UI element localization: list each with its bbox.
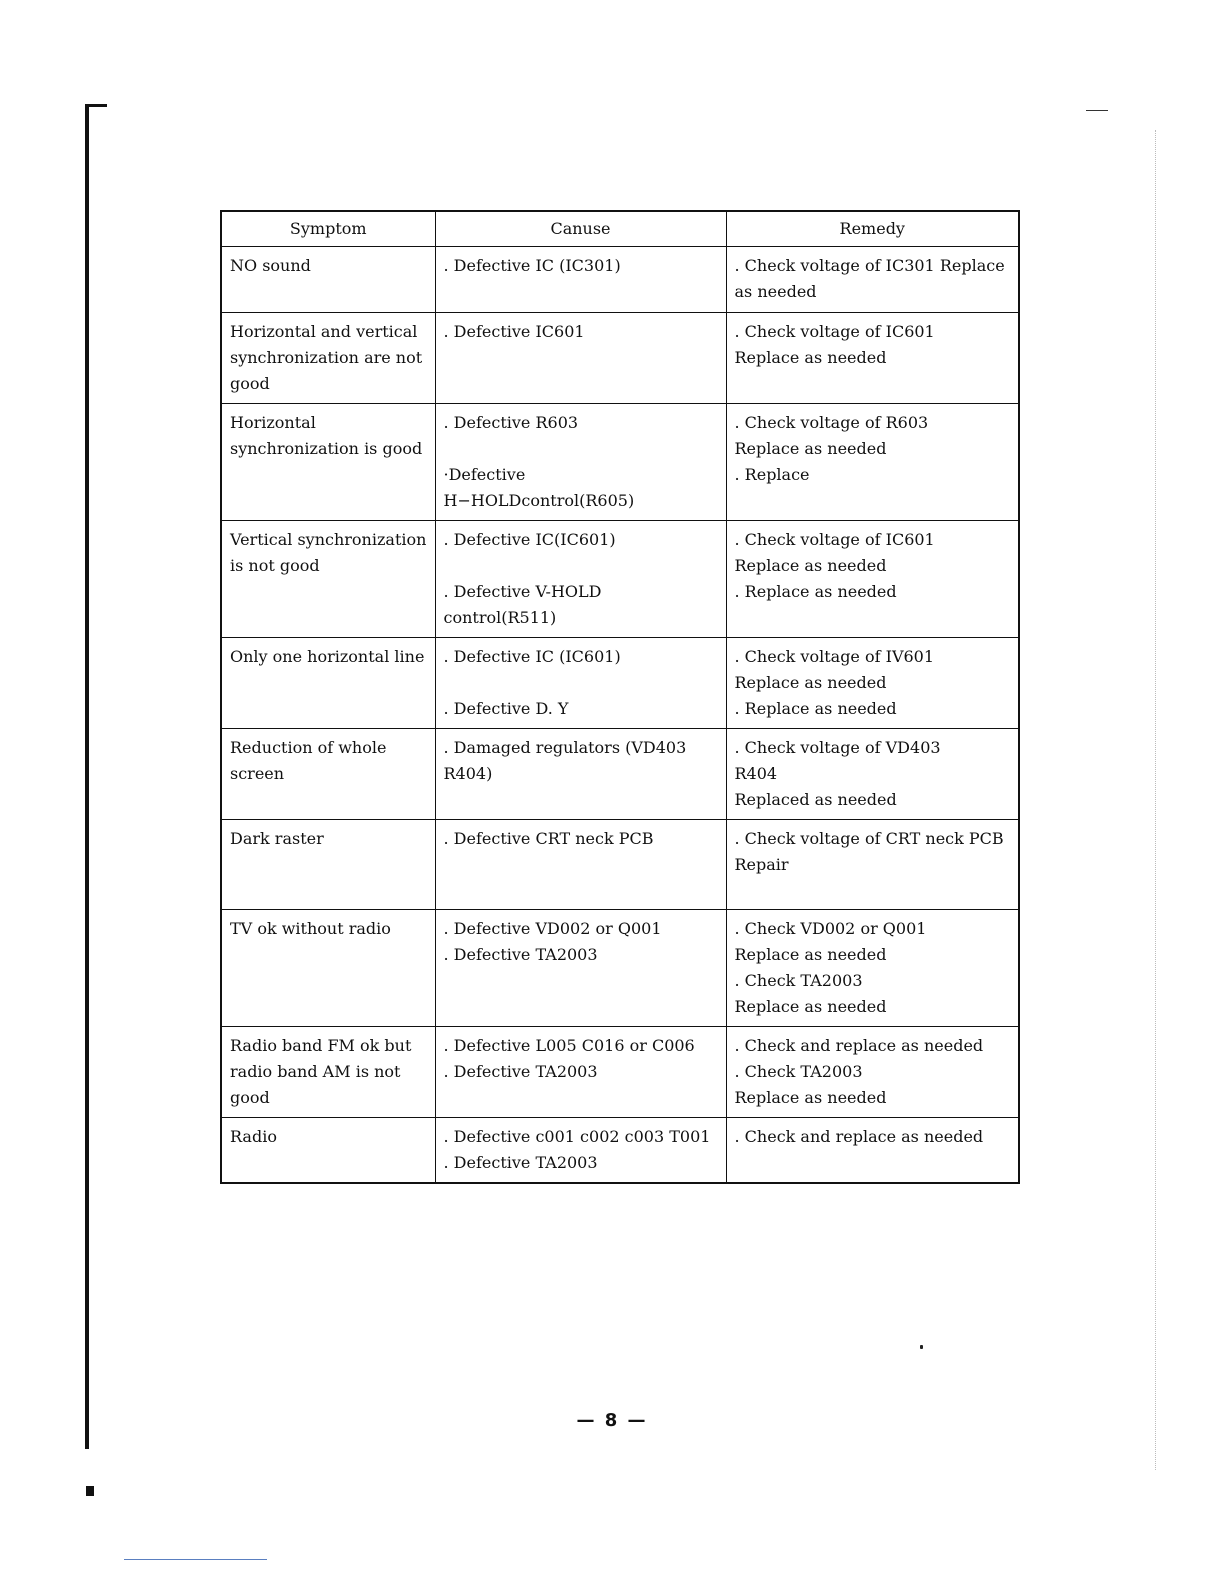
- cause-cell: . Defective IC (IC301): [435, 247, 726, 313]
- table-row: [221, 521, 1019, 638]
- troubleshooting-table: [220, 210, 1020, 1184]
- cause-cell: . Defective L005 C016 or C006 . Defective TA2003: [435, 1027, 726, 1118]
- table-row: [221, 638, 1019, 729]
- remedy-cell: . Check voltage of IV601 Replace as needed . Replace as needed: [726, 638, 1019, 729]
- table-row: [221, 910, 1019, 1027]
- symptom-header: Symptom: [221, 211, 435, 247]
- right-margin-dash: [1086, 110, 1108, 111]
- cause-cell: . Defective IC601: [435, 313, 726, 404]
- cause-header: Canuse: [435, 211, 726, 247]
- cause-cell: . Defective c001 c002 c003 T001 . Defective TA2003: [435, 1118, 726, 1184]
- cause-cell: . Defective VD002 or Q001 . Defective TA2003: [435, 910, 726, 1027]
- remedy-cell: . Check voltage of IC601 Replace as needed . Replace as needed: [726, 521, 1019, 638]
- cause-cell: . Defective IC (IC601) . Defective D. Y: [435, 638, 726, 729]
- table-row: [221, 404, 1019, 521]
- symptom-cell: Reduction of whole screen: [221, 729, 435, 820]
- remedy-cell: . Check and replace as needed . Check TA2003 Replace as needed: [726, 1027, 1019, 1118]
- remedy-header: Remedy: [726, 211, 1019, 247]
- table-row: [221, 1118, 1019, 1184]
- cause-cell: . Defective CRT neck PCB: [435, 820, 726, 910]
- remedy-cell: . Check voltage of R603 Replace as needed . Replace: [726, 404, 1019, 521]
- right-margin-dotted-rule: [1155, 130, 1156, 1470]
- bottom-underline: [124, 1559, 267, 1560]
- symptom-cell: Vertical synchronization is not good: [221, 521, 435, 638]
- remedy-cell: . Check voltage of IC301 Replace as needed: [726, 247, 1019, 313]
- remedy-cell: . Check voltage of IC601 Replace as needed: [726, 313, 1019, 404]
- symptom-cell: Horizontal and vertical synchronization are not good: [221, 313, 435, 404]
- scan-mark: [86, 1486, 94, 1496]
- symptom-cell: Radio band FM ok but radio band AM is not good: [221, 1027, 435, 1118]
- symptom-cell: Dark raster: [221, 820, 435, 910]
- table-row: [221, 313, 1019, 404]
- scan-speck: [920, 1345, 923, 1349]
- cause-cell: . Defective R603 ·Defective H−HOLDcontrol(R605): [435, 404, 726, 521]
- table-row: [221, 1027, 1019, 1118]
- table-row: [221, 820, 1019, 910]
- left-margin-rule: [85, 104, 89, 1449]
- cause-cell: . Damaged regulators (VD403 R404): [435, 729, 726, 820]
- remedy-cell: . Check voltage of CRT neck PCB Repair: [726, 820, 1019, 910]
- table-row: [221, 729, 1019, 820]
- table-header-row: [221, 211, 1019, 247]
- symptom-cell: TV ok without radio: [221, 910, 435, 1027]
- symptom-cell: NO sound: [221, 247, 435, 313]
- page-number: — 8 —: [576, 1410, 648, 1431]
- table-row: [221, 247, 1019, 313]
- remedy-cell: . Check VD002 or Q001 Replace as needed . Check TA2003 Replace as needed: [726, 910, 1019, 1027]
- left-margin-rule-corner: [85, 104, 107, 107]
- cause-cell: . Defective IC(IC601) . Defective V-HOLD control(R511): [435, 521, 726, 638]
- symptom-cell: Horizontal synchronization is good: [221, 404, 435, 521]
- remedy-cell: . Check voltage of VD403 R404 Replaced as needed: [726, 729, 1019, 820]
- symptom-cell: Radio: [221, 1118, 435, 1184]
- remedy-cell: . Check and replace as needed: [726, 1118, 1019, 1184]
- symptom-cell: Only one horizontal line: [221, 638, 435, 729]
